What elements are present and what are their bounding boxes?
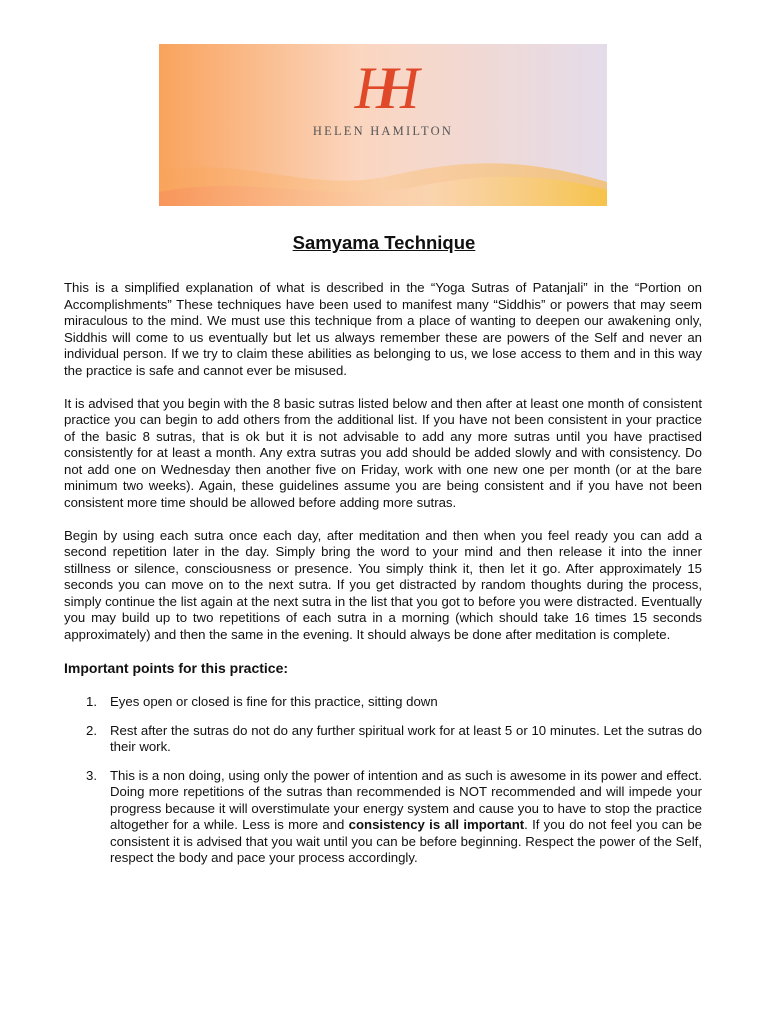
list-item-text: Eyes open or closed is fine for this practice, sitting down (110, 694, 438, 709)
intro-paragraph: This is a simplified explanation of what is described in the “Yoga Sutras of Patanjali” in the “Portion on Accomplishments” These techniques have been used to manifest many “Siddhis” or powers that may seem miraculous to the mind. We must use this technique from a place of wanting to deepen our awakening only, Siddhis will come to us eventually but let us always remember these are powers of the Self and never an individual person. If we try to claim these abilities as belonging to us, we lose access to them and in this way the practice is safe and cannot ever be misused. (64, 280, 702, 378)
list-item-number: 3. (86, 767, 97, 783)
method-paragraph: Begin by using each sutra once each day, after meditation and then when you feel ready you can add a second repetition later in the day. Simply bring the word to your mind and then release it into the inner stillness or silence, consciousness or presence. You simply think it, then let it go. After approximately 15 seconds you can move on to the next sutra. If you get distracted by random thoughts during the process, simply continue the list again at the next sutra in the list that you got to before you were distracted. Eventually you may build up to two repetitions of each sutra in a morning (which should take 16 times 15 seconds approximately) and then the same in the evening. It should always be done after meditation is complete. (64, 527, 702, 642)
brand-name: HELEN HAMILTON (312, 124, 454, 138)
list-item (64, 694, 702, 711)
header-banner (159, 44, 607, 206)
list-item-number: 1. (86, 694, 97, 709)
document-title: Samyama Technique (292, 232, 476, 253)
list-item-number: 2. (86, 722, 97, 738)
list-item (64, 768, 702, 867)
list-item-text-continued: . If you do not feel you can be consistent it is advised that you wait until you can be before beginning. Respect the power of the Self, respect the body and pace your process accordingly. (110, 817, 702, 865)
list-item-text: This is a non doing, using only the power of intention and as such is awesome in its power and effect. Doing more repetitions of the sutras than recommended is NOT recommended and will impede your progress because it will overstimulate your energy system and cause you to have to stop the practice altogether for a while. Less is more and (110, 767, 702, 832)
emphasis-text: consistency is all important (348, 817, 525, 832)
list-item-text: Rest after the sutras do not do any further spiritual work for at least 5 or 10 minutes. Let the sutras do their work. (110, 722, 702, 754)
points-list (64, 694, 702, 867)
logo-monogram: HH (354, 55, 398, 121)
list-item (64, 723, 702, 756)
document-body (64, 280, 702, 879)
points-heading: Important points for this practice: (64, 659, 289, 676)
guidelines-paragraph: It is advised that you begin with the 8 basic sutras listed below and then after at least one month of consistent practice you can begin to add others from the additional list. If you have not been consistent in your practice of the basic 8 sutras, that is ok but it is not advisable to add any more sutras until you have practised consistently for at least a month. Any extra sutras you add should be added slowly and with consistency. Do not add one on Wednesday then another five on Friday, work with one new one per month (or at the bare minimum two weeks). Again, these guidelines assume you are being consistent and if you have not been consistent more time should be allowed before adding more sutras. (64, 395, 702, 510)
